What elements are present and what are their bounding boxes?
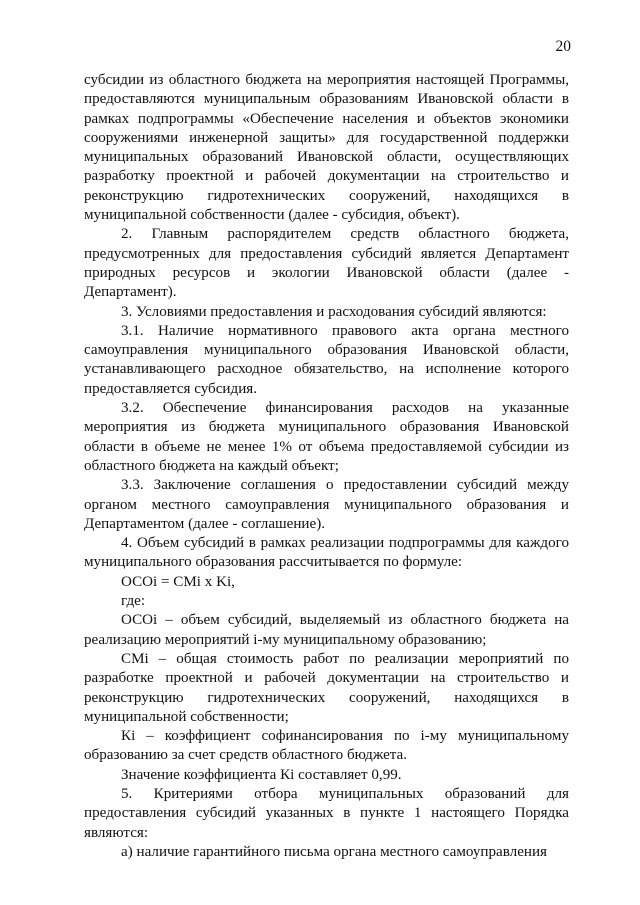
paragraph: СМi – общая стоимость работ по реализации мероприятий по разработке проектной и рабочей документации на строительство и реконструкцию гидротехнических сооружений, находящихся в муниципальной собственности; [84,650,569,725]
paragraph: Кi – коэффициент софинансирования по i-му муниципальному образованию за счет средств областного бюджета. [84,728,569,764]
paragraph: 2. Главным распорядителем средств областного бюджета, предусмотренных для предоставления субсидий является Департамент природных ресурсов и экологии Ивановской области (далее - Департамент). [84,226,569,301]
paragraph: 3. Условиями предоставления и расходования субсидий являются: [121,303,547,320]
paragraph: 5. Критериями отбора муниципальных образований для предоставления субсидий указанных в пункте 1 настоящего Порядка являются: [84,785,569,841]
paragraph: 3.1. Наличие нормативного правового акта органа местного самоуправления муниципального образования Ивановской области, устанавливающего расходное обязательство, на исполнение которого предоставляется субсидия. [84,322,569,397]
paragraph: где: [121,593,146,610]
paragraph: а) наличие гарантийного письма органа местного самоуправления [121,843,547,860]
page-number: 20 [555,38,571,55]
paragraph: Значение коэффициента Кi составляет 0,99. [121,766,402,783]
document-body [84,71,569,862]
paragraph: субсидии из областного бюджета на мероприятия настоящей Программы, предоставляются муниципальным образованиям Ивановской области в рамках подпрограммы «Обеспечение населения и объектов экономики сооружениями инженерной защиты» для государственной поддержки муниципальных образований Ивановской области, осуществляющих разработку проектной и рабочей документации на строительство и реконструкцию гидротехнических сооружений, находящихся в муниципальной собственности (далее - субсидия, объект). [84,72,569,224]
paragraph: 3.3. Заключение соглашения о предоставлении субсидий между органом местного самоуправления муниципального образования и Департаментом (далее - соглашение). [84,477,569,532]
paragraph: 4. Объем субсидий в рамках реализации подпрограммы для каждого муниципального образования рассчитывается по формуле: [84,535,569,571]
paragraph: ОСОi = СМi x Ki, [121,573,235,590]
paragraph: 3.2. Обеспечение финансирования расходов на указанные мероприятия из бюджета муниципального образования Ивановской области в объеме не менее 1% от объема предоставляемой субсидии из областного бюджета на каждый объект; [84,400,569,474]
paragraph: ОСОi – объем субсидий, выделяемый из областного бюджета на реализацию мероприятий i-му муниципальному образованию; [84,612,569,648]
